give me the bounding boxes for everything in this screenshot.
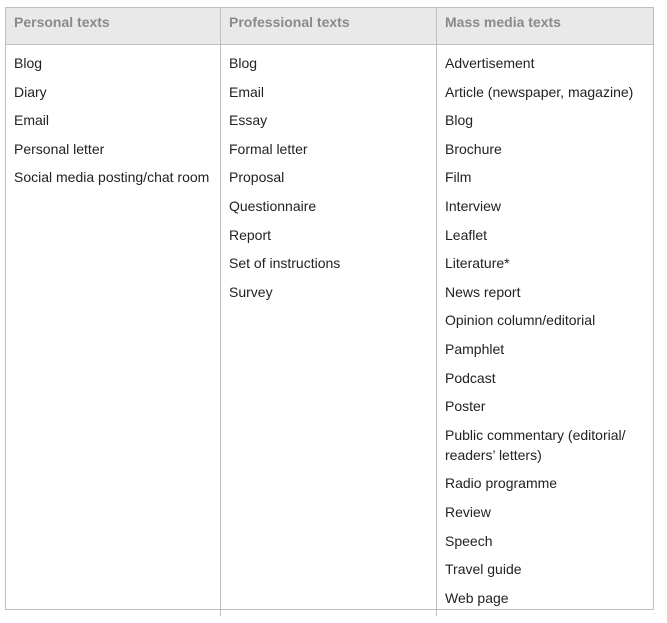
list-item: Radio programme (445, 475, 558, 492)
list-item: Podcast (445, 369, 496, 386)
column-mass-media-texts (437, 45, 653, 616)
list-item: Social media posting/chat room (14, 169, 210, 186)
header-mass-media-texts: Mass media texts (437, 8, 653, 45)
list-item: Article (newspaper, magazine) (445, 83, 634, 100)
column-professional-texts (221, 45, 437, 616)
list-item: Essay (229, 112, 268, 129)
list-item: Blog (14, 55, 43, 71)
list-item: Proposal (229, 169, 285, 186)
list-item: Blog (445, 112, 474, 129)
list-item: Travel guide (445, 561, 522, 578)
text-types-table (5, 7, 654, 610)
list-item: Literature* (445, 255, 510, 272)
list-item: Report (229, 226, 272, 243)
list-item: Email (14, 112, 50, 129)
list-item: Opinion column/editorial (445, 312, 596, 329)
list-item: Formal letter (229, 140, 308, 157)
list-item: Interview (445, 197, 502, 214)
list-item: Survey (229, 283, 273, 300)
list-item: Poster (445, 398, 486, 415)
list-item: Film (445, 169, 472, 186)
list-item: Diary (14, 83, 47, 100)
header-professional-texts: Professional texts (221, 8, 437, 45)
list-item: Leaflet (445, 226, 488, 243)
list-item: Personal letter (14, 140, 105, 157)
list-item: Public commentary (editorial/ readers’ letters) (445, 426, 626, 463)
list-item: Email (229, 83, 265, 100)
list-item: News report (445, 283, 521, 300)
list-item: Set of instructions (229, 255, 341, 272)
column-personal-texts (6, 45, 221, 616)
list-item: Advertisement (445, 55, 535, 71)
list-item: Blog (229, 55, 258, 71)
header-personal-texts: Personal texts (6, 8, 221, 45)
list-item: Speech (445, 532, 493, 549)
list-item: Review (445, 503, 491, 520)
list-item: Pamphlet (445, 340, 505, 357)
list-item: Web page (445, 589, 509, 606)
list-item: Questionnaire (229, 197, 317, 214)
list-item: Brochure (445, 140, 502, 157)
